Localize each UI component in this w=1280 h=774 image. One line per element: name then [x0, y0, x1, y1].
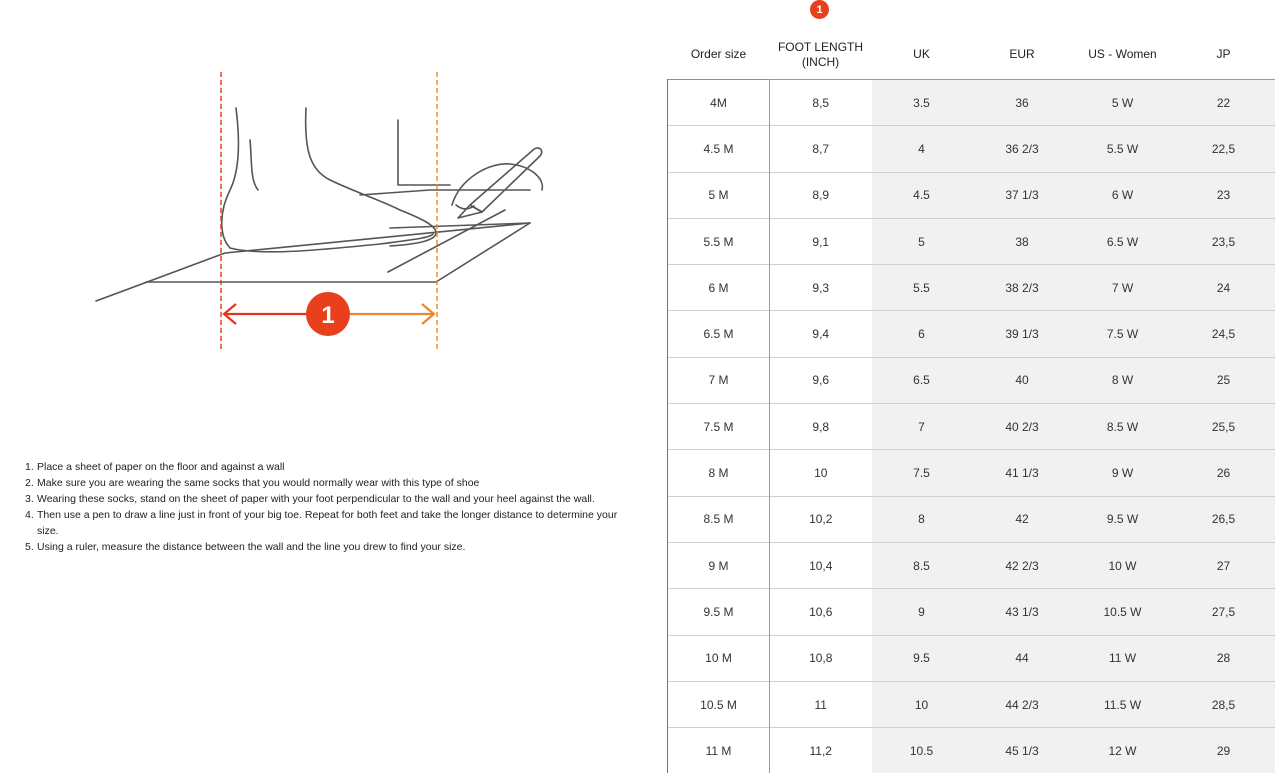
cell-jp: 24 — [1173, 265, 1275, 311]
cell-jp: 27,5 — [1173, 589, 1275, 635]
table-row — [668, 172, 1275, 218]
cell-eur: 45 1/3 — [972, 728, 1073, 774]
cell-uk: 10 — [872, 681, 972, 727]
cell-uk: 8.5 — [872, 542, 972, 588]
cell-order: 11 M — [668, 728, 770, 774]
table-row — [668, 404, 1275, 450]
instruction-text: Using a ruler, measure the distance between the wall and the line you drew to find your size. — [37, 541, 466, 553]
cell-us: 7.5 W — [1073, 311, 1173, 357]
cell-eur: 36 2/3 — [972, 126, 1073, 172]
cell-jp: 22,5 — [1173, 126, 1275, 172]
cell-eur: 44 2/3 — [972, 681, 1073, 727]
table-row — [668, 496, 1275, 542]
cell-foot: 11 — [770, 681, 872, 727]
cell-jp: 23 — [1173, 172, 1275, 218]
cell-uk: 5 — [872, 218, 972, 264]
header-foot-length — [770, 30, 872, 80]
cell-eur: 41 1/3 — [972, 450, 1073, 496]
cell-eur: 39 1/3 — [972, 311, 1073, 357]
cell-us: 11.5 W — [1073, 681, 1173, 727]
cell-order: 8.5 M — [668, 496, 770, 542]
cell-order: 4.5 M — [668, 126, 770, 172]
cell-us: 9 W — [1073, 450, 1173, 496]
cell-eur: 40 — [972, 357, 1073, 403]
cell-uk: 7.5 — [872, 450, 972, 496]
cell-foot: 9,1 — [770, 218, 872, 264]
cell-eur: 40 2/3 — [972, 404, 1073, 450]
table-row — [668, 126, 1275, 172]
cell-foot: 9,4 — [770, 311, 872, 357]
table-row — [668, 681, 1275, 727]
cell-eur: 42 — [972, 496, 1073, 542]
cell-foot: 10,4 — [770, 542, 872, 588]
cell-order: 6.5 M — [668, 311, 770, 357]
cell-order: 4M — [668, 80, 770, 126]
cell-jp: 29 — [1173, 728, 1275, 774]
cell-foot: 8,7 — [770, 126, 872, 172]
cell-foot: 9,6 — [770, 357, 872, 403]
instruction-text: Then use a pen to draw a line just in front of your big toe. Repeat for both feet and take the longer distance to determine your size. — [37, 509, 618, 537]
cell-jp: 22 — [1173, 80, 1275, 126]
cell-uk: 8 — [872, 496, 972, 542]
cell-us: 5.5 W — [1073, 126, 1173, 172]
cell-order: 7 M — [668, 357, 770, 403]
cell-eur: 36 — [972, 80, 1073, 126]
cell-order: 8 M — [668, 450, 770, 496]
cell-eur: 42 2/3 — [972, 542, 1073, 588]
cell-foot: 9,8 — [770, 404, 872, 450]
foot-measurement-illustration — [90, 60, 560, 360]
table-row — [668, 542, 1275, 588]
header-us-women: US - Women — [1088, 47, 1157, 61]
instruction-step-3 — [25, 491, 635, 507]
foot-length-badge: 1 — [810, 0, 829, 19]
header-jp: JP — [1216, 47, 1231, 61]
size-table — [667, 30, 1275, 773]
cell-eur: 44 — [972, 635, 1073, 681]
cell-foot: 10,6 — [770, 589, 872, 635]
table-row — [668, 357, 1275, 403]
cell-eur: 43 1/3 — [972, 589, 1073, 635]
cell-foot: 8,9 — [770, 172, 872, 218]
cell-jp: 26,5 — [1173, 496, 1275, 542]
cell-jp: 24,5 — [1173, 311, 1275, 357]
cell-us: 9.5 W — [1073, 496, 1173, 542]
cell-uk: 5.5 — [872, 265, 972, 311]
cell-order: 10.5 M — [668, 681, 770, 727]
instruction-number: 5. — [25, 541, 34, 553]
cell-uk: 7 — [872, 404, 972, 450]
cell-jp: 27 — [1173, 542, 1275, 588]
cell-uk: 4.5 — [872, 172, 972, 218]
cell-jp: 28 — [1173, 635, 1275, 681]
instruction-number: 2. — [25, 477, 34, 489]
cell-jp: 28,5 — [1173, 681, 1275, 727]
cell-us: 6 W — [1073, 172, 1173, 218]
cell-order: 7.5 M — [668, 404, 770, 450]
cell-uk: 6 — [872, 311, 972, 357]
table-row — [668, 218, 1275, 264]
table-row — [668, 311, 1275, 357]
instruction-step-2 — [25, 475, 635, 491]
cell-eur: 38 2/3 — [972, 265, 1073, 311]
cell-us: 7 W — [1073, 265, 1173, 311]
size-table-body — [668, 80, 1275, 774]
cell-foot: 11,2 — [770, 728, 872, 774]
cell-jp: 26 — [1173, 450, 1275, 496]
cell-eur: 37 1/3 — [972, 172, 1073, 218]
instruction-number: 3. — [25, 493, 34, 505]
cell-foot: 8,5 — [770, 80, 872, 126]
cell-eur: 38 — [972, 218, 1073, 264]
instruction-text: Place a sheet of paper on the floor and against a wall — [37, 461, 285, 473]
table-row — [668, 265, 1275, 311]
cell-order: 5.5 M — [668, 218, 770, 264]
header-uk: UK — [913, 47, 930, 61]
table-row — [668, 589, 1275, 635]
cell-foot: 10 — [770, 450, 872, 496]
table-row — [668, 80, 1275, 126]
cell-jp: 23,5 — [1173, 218, 1275, 264]
cell-us: 8.5 W — [1073, 404, 1173, 450]
size-chart — [667, 0, 1274, 774]
cell-us: 5 W — [1073, 80, 1173, 126]
cell-us: 12 W — [1073, 728, 1173, 774]
cell-foot: 10,2 — [770, 496, 872, 542]
cell-uk: 3.5 — [872, 80, 972, 126]
cell-jp: 25 — [1173, 357, 1275, 403]
instruction-number: 4. — [25, 509, 34, 521]
table-row — [668, 728, 1275, 774]
cell-uk: 10.5 — [872, 728, 972, 774]
cell-foot: 9,3 — [770, 265, 872, 311]
cell-uk: 4 — [872, 126, 972, 172]
cell-order: 5 M — [668, 172, 770, 218]
cell-order: 6 M — [668, 265, 770, 311]
table-row — [668, 635, 1275, 681]
measurement-instructions — [25, 459, 635, 555]
cell-order: 10 M — [668, 635, 770, 681]
instruction-text: Wearing these socks, stand on the sheet of paper with your foot perpendicular to the wall and your heel against the wall. — [37, 493, 595, 505]
header-order-size: Order size — [690, 47, 747, 61]
table-row — [668, 450, 1275, 496]
header-eur: EUR — [1009, 47, 1035, 61]
cell-order: 9.5 M — [668, 589, 770, 635]
table-header-row — [668, 30, 1275, 80]
foot-sketch — [96, 108, 542, 301]
cell-us: 10 W — [1073, 542, 1173, 588]
header-foot-length-line2: (INCH) — [801, 54, 840, 69]
cell-us: 6.5 W — [1073, 218, 1173, 264]
instruction-step-5 — [25, 539, 635, 555]
cell-us: 8 W — [1073, 357, 1173, 403]
cell-us: 11 W — [1073, 635, 1173, 681]
cell-jp: 25,5 — [1173, 404, 1275, 450]
instruction-text: Make sure you are wearing the same socks that you would normally wear with this type of shoe — [37, 477, 480, 489]
instruction-step-4 — [25, 507, 635, 539]
cell-uk: 9.5 — [872, 635, 972, 681]
cell-foot: 10,8 — [770, 635, 872, 681]
cell-us: 10.5 W — [1073, 589, 1173, 635]
step-badge-label: 1 — [321, 302, 335, 329]
instruction-number: 1. — [25, 461, 34, 473]
cell-uk: 9 — [872, 589, 972, 635]
header-foot-length-line1: FOOT LENGTH — [777, 39, 864, 54]
cell-order: 9 M — [668, 542, 770, 588]
instruction-step-1 — [25, 459, 635, 475]
cell-uk: 6.5 — [872, 357, 972, 403]
